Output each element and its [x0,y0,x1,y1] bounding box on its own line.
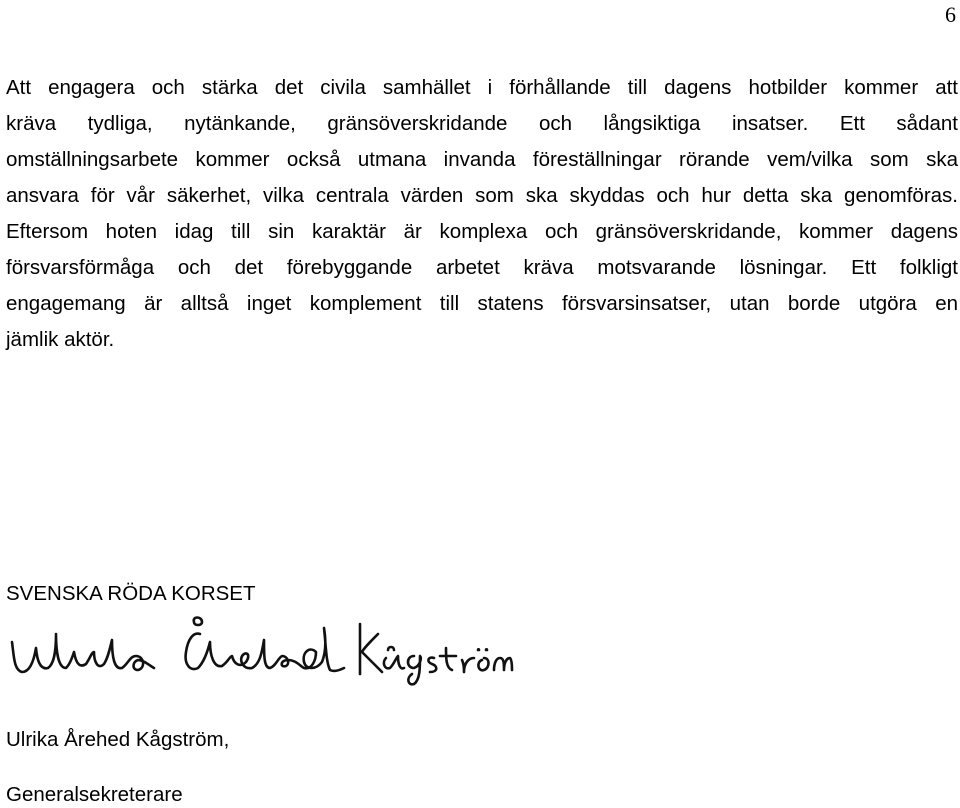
paragraph-line: försvarsförmåga och det förebyggande arbetet kräva motsvarande lösningar. Ett folkligt [6,256,958,279]
signer-title: Generalsekreterare [6,783,183,806]
paragraph-line: Eftersom hoten idag till sin karaktär är komplexa och gränsöverskridande, kommer dagens [6,220,958,243]
organization-name: SVENSKA RÖDA KORSET [6,582,256,605]
paragraph-line: Att engagera och stärka det civila samhället i förhållande till dagens hotbilder kommer att [6,76,958,99]
body-paragraph [6,70,958,358]
paragraph-line: jämlik aktör. [6,328,115,351]
paragraph-line: kräva tydliga, nytänkande, gränsöverskridande och långsiktiga insatser. Ett sådant [6,112,958,135]
page-number: 6 [945,2,956,27]
paragraph-line: engagemang är alltså inget komplement till statens försvarsinsatser, utan borde utgöra en [6,292,958,315]
handwritten-signature [4,612,514,694]
paragraph-line: omställningsarbete kommer också utmana invanda föreställningar rörande vem/vilka som ska [6,148,958,171]
paragraph-line: ansvara för vår säkerhet, vilka centrala värden som ska skyddas och hur detta ska genomföras. [6,184,958,207]
signer-name: Ulrika Årehed Kågström, [6,728,230,751]
